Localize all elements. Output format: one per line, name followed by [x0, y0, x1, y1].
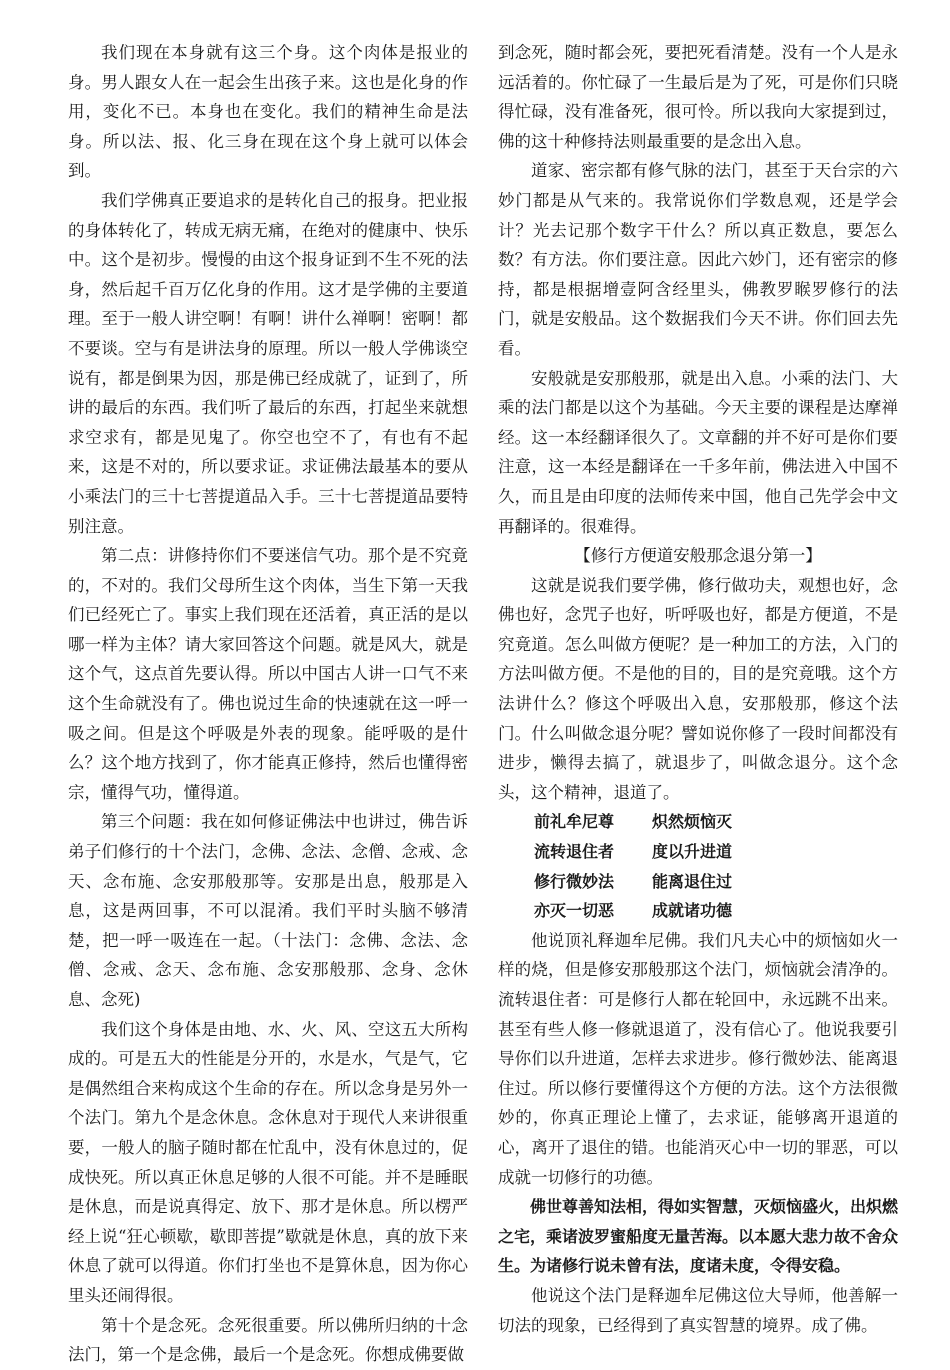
verse-line	[498, 807, 898, 837]
paragraph: 我们学佛真正要追求的是转化自己的报身。把业报的身体转化了，转成无病无痛，在绝对的健康中、快乐中。这个是初步。慢慢的由这个报身证到不生不死的法身，然后起千百万亿化身的作用。这才是学佛的主要道理。至于一般人讲空啊！有啊！讲什么禅啊！密啊！都不要谈。空与有是讲法身的原理。所以一般人学佛谈空说有，都是倒果为因，那是佛已经成就了，证到了，所讲的最后的东西。我们听了最后的东西，打起坐来就想求空求有，都是见鬼了。你空也空不了，有也有不起来，这是不对的，所以要求证。求证佛法最基本的要从小乘法门的三十七菩提道品入手。三十七菩提道品要特别注意。	[68, 190, 468, 536]
paragraph: 道家、密宗都有修气脉的法门，甚至于天台宗的六妙门都是从气来的。我常说你们学数息观，还是学会计？光去记那个数字干什么？所以真正数息，要怎么数？有方法。你们要注意。因此六妙门，还有密宗的修持，都是根据增壹阿含经里头，佛教罗睺罗修行的法门，就是安般品。这个数据我们今天不讲。你们回去先看。	[498, 161, 898, 358]
paragraph: 他说这个法门是释迦牟尼佛这位大导师，他善解一切法的现象，已经得到了真实智慧的境界。成了佛。	[498, 1285, 898, 1335]
verse-part: 前礼牟尼尊	[534, 812, 615, 832]
paragraph: 我们这个身体是由地、水、火、风、空这五大所构成的。可是五大的性能是分开的，水是水，气是气，它是偶然组合来构成这个生命的存在。所以念身是另外一个法门。第九个是念休息。念休息对于现代人来讲很重要，一般人的脑子随时都在忙乱中，没有休息过的，促成快死。所以真正休息足够的人很不可能。并不是睡眠是休息，而是说真得定、放下、那才是休息。所以楞严经上说“狂心顿歇，歇即菩提”歇就是休息，真的放下来休息了就可以得道。你们打坐也不是算休息，因为你心里头还闹得很。	[68, 1019, 468, 1305]
verse-part: 流转退住者	[534, 842, 615, 862]
verse-part: 能离退住过	[652, 871, 733, 891]
right-column	[498, 38, 899, 1335]
verse-line	[498, 896, 898, 926]
verse-block	[498, 807, 898, 925]
verse-part: 炽然烦恼灭	[652, 812, 733, 832]
verse-part: 修行微妙法	[534, 871, 615, 891]
left-column	[68, 38, 468, 1365]
verse-line	[498, 867, 898, 897]
paragraph: 第二点：讲修持你们不要迷信气功。那个是不究竟的，不对的。我们父母所生这个肉体，当生下第一天我们已经死亡了。事实上我们现在还活着，真正活的是以哪一样为主体？请大家回答这个问题。就是风大，就是这个气，这点首先要认得。所以中国古人讲一口气不来这个生命就没有了。佛也说过生命的快速就在这一呼一吸之间。但是这个呼吸是外表的现象。能呼吸的是什么？这个地方找到了，你才能真正修持，然后也懂得密宗，懂得气功，懂得道。	[68, 546, 468, 802]
bold-quote-paragraph: 佛世尊善知法相，得如实智慧，灭烦恼盛火，出炽燃之宅，乘诸波罗蜜船度无量苦海。以本愿大悲力故不舍众生。为诸修行说未曾有法，度诸未度，令得安稳。	[498, 1197, 899, 1276]
paragraph: 第十个是念死。念死很重要。所以佛所归纳的十念法门，第一个是念佛，最后一个是念死。你想成佛要做	[68, 1315, 468, 1365]
paragraph: 我们现在本身就有这三个身。这个肉体是报业的身。男人跟女人在一起会生出孩子来。这也是化身的作用，变化不已。本身也在变化。我们的精神生命是法身。所以法、报、化三身在现在这个身上就可以体会到。	[68, 43, 468, 181]
paragraph: 他说顶礼释迦牟尼佛。我们凡夫心中的烦恼如火一样的烧，但是修安那般那这个法门，烦恼就会清净的。流转退住者：可是修行人都在轮回中，永远跳不出来。甚至有些人修一修就退道了，没有信心了。他说我要引导你们以升进道，怎样去求进步。修行微妙法、能离退住过。所以修行要懂得这个方便的方法。这个方法很微妙的，你真正理论上懂了，去求证，能够离开退道的心，离开了退住的错。也能消灭心中一切的罪恶，可以成就一切修行的功德。	[498, 930, 898, 1187]
section-heading: 【修行方便道安般那念退分第一】	[574, 546, 822, 566]
verse-part: 亦灭一切恶	[534, 901, 615, 921]
paragraph: 这就是说我们要学佛，修行做功夫，观想也好，念佛也好，念咒子也好，听呼吸也好，都是方便道，不是究竟道。怎么叫做方便呢？是一种加工的方法，入门的方法叫做方便。不是他的目的，目的是究竟哦。这个方法讲什么？修这个呼吸出入息，安那般那，修这个法门。什么叫做念退分呢？譬如说你修了一段时间都没有进步，懒得去搞了，就退步了，叫做念退分。这个念头，这个精神，退道了。	[498, 575, 898, 802]
verse-part: 度以升进道	[652, 842, 733, 862]
paragraph: 第三个问题：我在如何修证佛法中也讲过，佛告诉弟子们修行的十个法门，念佛、念法、念僧、念戒、念天、念布施、念安那般那等。安那是出息，般那是入息，这是两回事，不可以混淆。我们平时头脑不够清楚，把一呼一吸连在一起。（十法门：念佛、念法、念僧、念戒、念天、念布施、念安那般那、念身、念休息、念死)	[68, 812, 468, 1009]
continued-paragraph: 到念死，随时都会死，要把死看清楚。没有一个人是永远活着的。你忙碌了一生最后是为了死，可是你们只晓得忙碌，没有准备死，很可怜。所以我向大家提到过，佛的这十种修持法则最重要的是念出入息。	[498, 43, 898, 151]
verse-line	[498, 837, 898, 867]
verse-part: 成就诸功德	[652, 901, 733, 921]
paragraph: 安般就是安那般那，就是出入息。小乘的法门、大乘的法门都是以这个为基础。今天主要的课程是达摩禅经。这一本经翻译很久了。文章翻的并不好可是你们要注意，这一本经是翻译在一千多年前，佛法进入中国不久，而且是由印度的法师传来中国，他自己先学会中文再翻译的。很难得。	[498, 368, 898, 536]
